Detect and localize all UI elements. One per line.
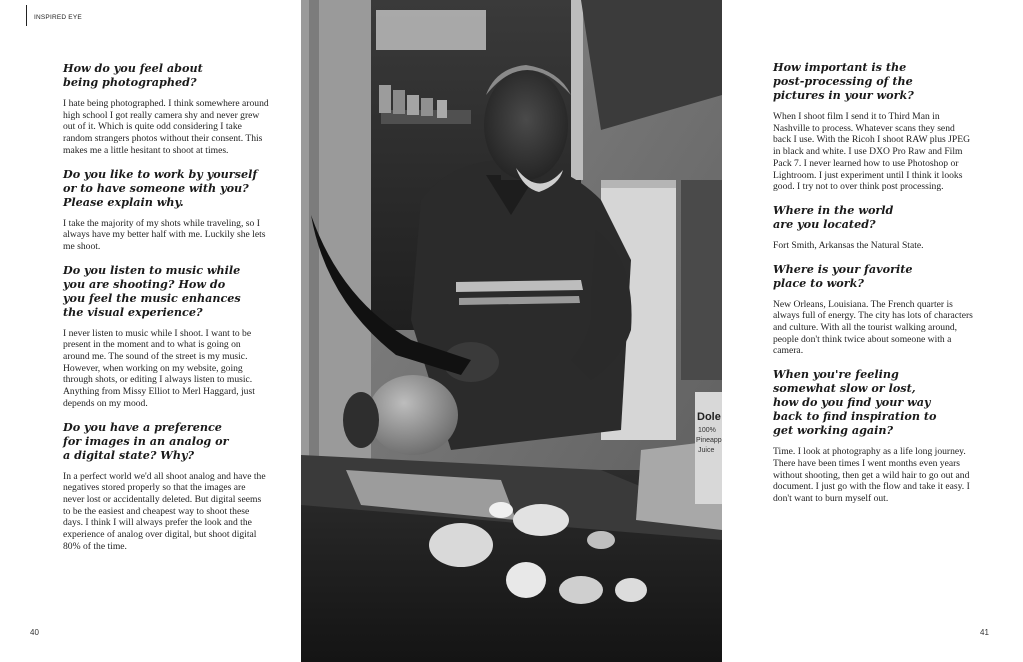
question: Do you listen to music while you are shooting? How do you feel the music enhances the visual experience? bbox=[63, 262, 241, 319]
answer: I take the majority of my shots while traveling, so I always have my better half with me. Luckily she lets me shoot. bbox=[63, 217, 266, 252]
question: When you're feeling somewhat slow or lost, how do you find your way back to find inspiration to get working again? bbox=[773, 367, 937, 438]
answer: I never listen to music while I shoot. I want to be present in the moment and to what is going on around me. The sound of the street is my music. However, when working on my website, going through shots, or editing I always listen to music. Anything from Missy Elliot to Merl Haggard, just depends on my mood. bbox=[63, 327, 255, 409]
right-page bbox=[722, 0, 1023, 662]
can-text-2: Juice bbox=[698, 447, 715, 454]
question: Do you like to work by yourself or to have someone with you? Please explain why. bbox=[63, 166, 258, 209]
page-number-left: 40 bbox=[30, 628, 39, 637]
question: Do you have a preference for images in an analog or a digital state? Why? bbox=[63, 419, 229, 462]
question: How important is the post-processing of the pictures in your work? bbox=[773, 60, 914, 102]
photo-illustration bbox=[301, 0, 722, 662]
can-sub-label: 100% bbox=[698, 427, 716, 434]
right-interview-column bbox=[773, 60, 973, 515]
answer: In a perfect world we'd all shoot analog and have the negatives stored properly so that the images are never lost or accidentally deleted. But digital seems to be the easiest and cheapest way to shoot these days. I think I will always prefer the look and the experience of analog over digital, but shoot digital 80% of the time. bbox=[63, 470, 266, 552]
section-label: INSPIRED EYE bbox=[34, 14, 82, 21]
answer: New Orleans, Louisiana. The French quarter is always full of energy. The city has lots of characters and culture. With all the tourist walking around, people don't think twice about someone with a camera. bbox=[773, 298, 973, 357]
answer: When I shoot film I send it to Third Man in Nashville to process. Whatever scans they send back I use. With the Ricoh I shoot RAW plus JPEG in black and white. I use DXO Pro Raw and Film Pack 7. I never learned how to use Photoshop or Lightroom. I just experiment until I think it looks good. I try not to over think post processing. bbox=[773, 111, 971, 193]
question: How do you feel about being photographed? bbox=[63, 61, 203, 89]
left-page bbox=[0, 0, 301, 662]
can-brand-label: Dole bbox=[697, 411, 721, 423]
answer: Fort Smith, Arkansas the Natural State. bbox=[773, 239, 924, 251]
question: Where in the world are you located? bbox=[773, 202, 894, 231]
header-rule bbox=[26, 5, 27, 26]
question: Where is your favorite place to work? bbox=[773, 261, 913, 290]
photograph-coconut-vendor bbox=[301, 0, 722, 662]
answer: Time. I look at photography as a life long journey. There have been times I went months even years without shooting, then get a wild hair to go out and document. I just go with the flow and take it easy. I don't want to burn myself out. bbox=[773, 446, 970, 504]
left-interview-column bbox=[63, 61, 269, 562]
can-text-1: Pineapp bbox=[696, 437, 722, 444]
answer: I hate being photographed. I think somewhere around high school I got really camera shy and never grew out of it. Which is quite odd considering I take random strangers photos without their consent. This makes me a little hesitant to shoot at times. bbox=[63, 98, 269, 156]
page-number-right: 41 bbox=[980, 628, 989, 637]
